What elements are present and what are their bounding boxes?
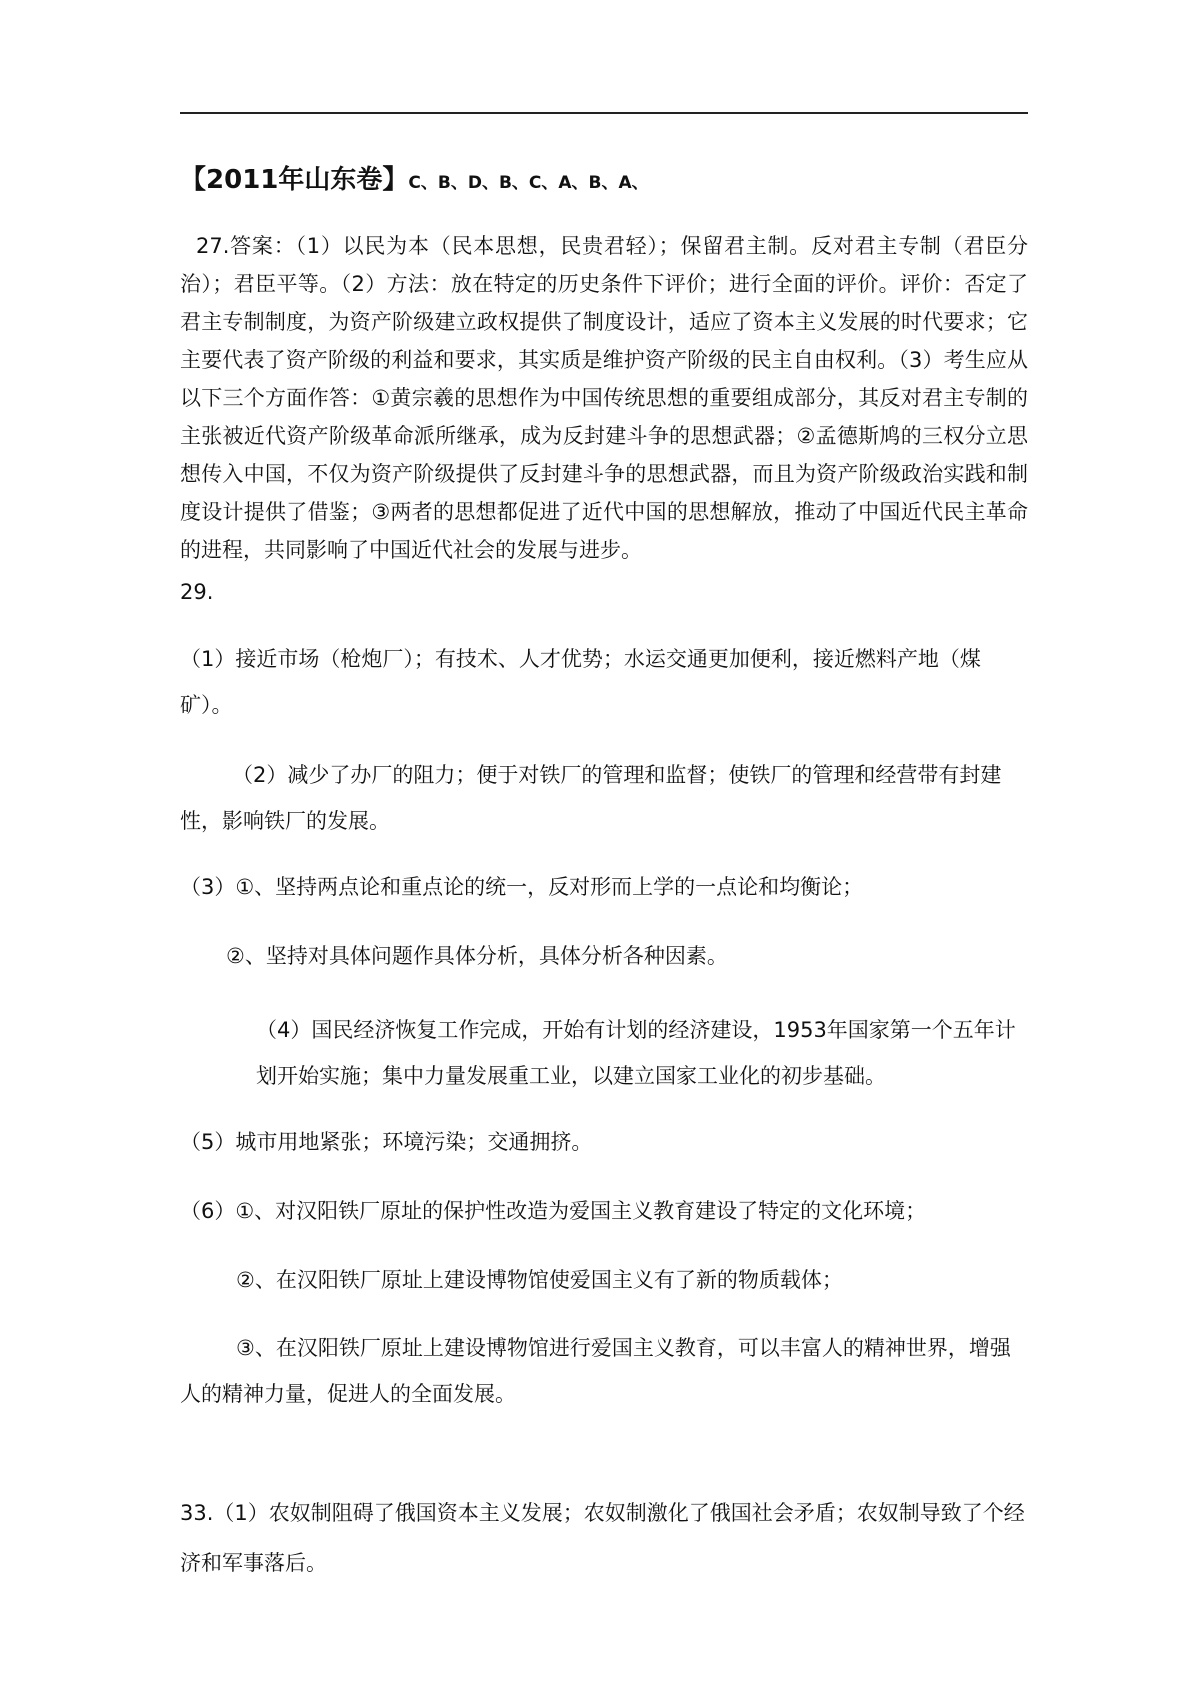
top-rule	[180, 112, 1028, 114]
header-bracket-open: 【	[180, 165, 207, 195]
answer-29-part-3-point-2: ②、坚持对具体问题作具体分析，具体分析各种因素。	[226, 944, 728, 968]
answer-29-part-4: （4）国民经济恢复工作完成，开始有计划的经济建设，1953年国家第一个五年计划开始实施；集中力量发展重工业，以建立国家工业化的初步基础。	[256, 1018, 1016, 1088]
answer-29-part-6-point-3: ③、在汉阳铁厂原址上建设博物馆进行爱国主义教育，可以丰富人的精神世界，增强人的精神力量，促进人的全面发展。	[180, 1336, 1011, 1406]
answer-29-part-6-point-1: （6）①、对汉阳铁厂原址的保护性改造为爱国主义教育建设了特定的文化环境；	[180, 1199, 927, 1223]
answer-29-part-1: （1）接近市场（枪炮厂）；有技术、人才优势；水运交通更加便利，接近燃料产地（煤矿）。	[180, 647, 981, 717]
header-answers: C、B、D、B、C、A、B、A、	[408, 173, 649, 193]
answer-33: 33.（1）农奴制阻碍了俄国资本主义发展；农奴制激化了俄国社会矛盾；农奴制导致了个经济和军事落后。	[180, 1501, 1025, 1575]
answer-27: 27.答案：（1）以民为本（民本思想，民贵君轻）；保留君主制。反对君主专制（君臣分治）；君臣平等。（2）方法：放在特定的历史条件下评价；进行全面的评价。评价：否定了君主专制制度，为资产阶级建立政权提供了制度设计，适应了资本主义发展的时代要求；它主要代表了资产阶级的利益和要求，其实质是维护资产阶级的民主自由权利。（3）考生应从以下三个方面作答：①黄宗羲的思想作为中国传统思想的重要组成部分，其反对君主专制的主张被近代资产阶级革命派所继承，成为反封建斗争的思想武器；②孟德斯鸠的三权分立思想传入中国，不仅为资产阶级提供了反封建斗争的思想武器，而且为资产阶级政治实践和制度设计提供了借鉴；③两者的思想都促进了近代中国的思想解放，推动了中国近代民主革命的进程，共同影响了中国近代社会的发展与进步。	[180, 234, 1028, 562]
answer-29-part-2: （2）减少了办厂的阻力；便于对铁厂的管理和监督；使铁厂的管理和经营带有封建性，影响铁厂的发展。	[180, 763, 1002, 833]
header-title: 2011年山东卷	[206, 165, 383, 195]
answer-29-part-6-point-2: ②、在汉阳铁厂原址上建设博物馆使爱国主义有了新的物质载体；	[236, 1268, 843, 1292]
header-bracket-close: 】	[382, 165, 409, 195]
question-29-number: 29.	[180, 580, 214, 604]
section-header	[180, 160, 1028, 203]
answer-29-part-5: （5）城市用地紧张；环境污染；交通拥挤。	[180, 1130, 593, 1154]
answer-29-part-3-point-1: （3）①、坚持两点论和重点论的统一，反对形而上学的一点论和均衡论；	[180, 875, 864, 899]
